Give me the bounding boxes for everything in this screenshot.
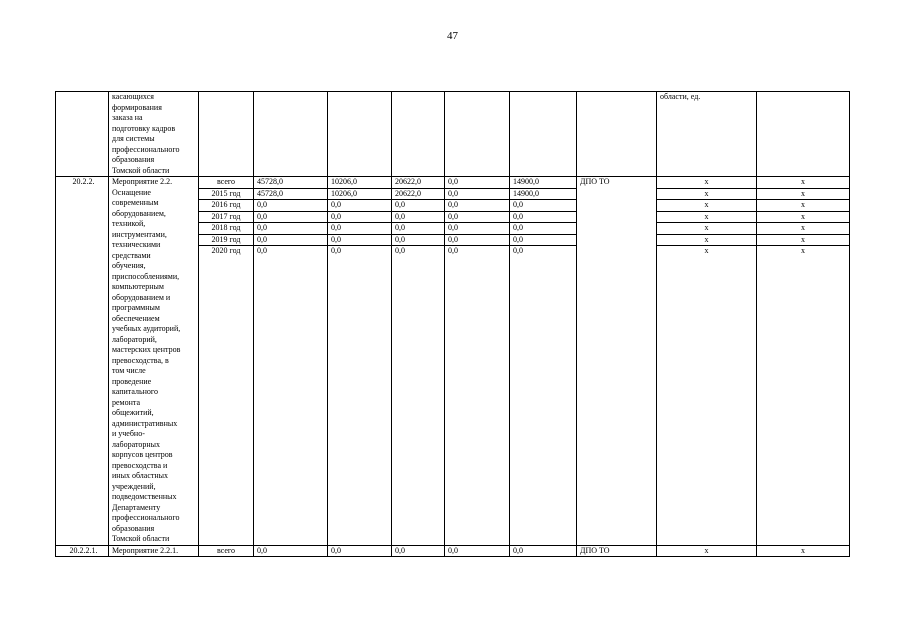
indicator-value2-cell: x <box>757 212 849 224</box>
indicator-value-cell: x <box>704 246 709 255</box>
cell-name: Мероприятие 2.2.1. <box>109 545 199 557</box>
indicator-value-cell: x <box>657 212 756 224</box>
cell-extra: 0,0 <box>510 545 577 557</box>
regional-cell: 0,0 <box>392 212 444 224</box>
name-line: для системы <box>112 134 155 143</box>
name-line: техникой, <box>112 219 146 228</box>
federal-cell: 0,0 <box>328 223 391 235</box>
indicator-value2-cell: x <box>757 177 849 189</box>
name-line: заказа на <box>112 113 143 122</box>
extra-cell: 0,0 <box>510 212 576 224</box>
cell-num: 20.2.2.1. <box>56 545 109 557</box>
federal-cell: 10206,0 <box>328 189 391 201</box>
indicator-value-cell: x <box>657 223 756 235</box>
name-line: обеспечением <box>112 313 160 323</box>
local-cell: 0,0 <box>445 212 509 224</box>
regional-cell: 0,0 <box>392 200 444 212</box>
name-line: общежитий, <box>112 408 154 417</box>
cell-num-empty <box>56 92 109 177</box>
year-cell: 2015 год <box>199 189 253 201</box>
name-line: Департаменту <box>112 502 161 512</box>
page-number: 47 <box>447 30 458 42</box>
cell-years <box>199 177 254 546</box>
name-line: программным <box>112 303 160 312</box>
name-line: Томской области <box>112 534 170 543</box>
name-line: Томской области <box>112 165 170 175</box>
regional-cell: 0,0 <box>392 223 444 235</box>
cell-executor: ДПО ТО <box>577 545 657 557</box>
cell-ind-value2: x <box>757 545 850 557</box>
total-cell: 45728,0 <box>254 189 327 201</box>
table-row-continuation <box>56 92 850 177</box>
name-line: оборудованием и <box>112 292 171 302</box>
name-line: мастерских центров <box>112 345 181 354</box>
regional-cell: 0,0 <box>395 246 405 255</box>
name-line: административных <box>112 418 178 428</box>
year-cell: 2017 год <box>199 212 253 224</box>
year-cell: 2020 год <box>211 246 241 255</box>
indicator-value-cell: x <box>657 177 756 189</box>
federal-cell: 0,0 <box>328 235 391 247</box>
cell-total: 0,0 <box>254 545 328 557</box>
name-line: Мероприятие 2.2. <box>112 177 173 186</box>
name-line: лабораторных <box>112 439 161 449</box>
total-cell: 0,0 <box>254 235 327 247</box>
name-line: техническими <box>112 240 161 249</box>
name-line: касающихся <box>112 92 154 101</box>
table-row-20-2-2-1 <box>56 545 850 557</box>
name-lines <box>112 92 198 176</box>
name-line: учреждений, <box>112 481 156 491</box>
name-line: современным <box>112 198 159 207</box>
indicator-value-cell: x <box>657 189 756 201</box>
cell-local <box>445 177 510 546</box>
name-line: ремонта <box>112 397 141 407</box>
name-line: Оснащение <box>112 187 151 197</box>
cell-name <box>109 177 199 546</box>
cell-name-continuation <box>109 92 199 177</box>
name-line: проведение <box>112 376 152 386</box>
name-line: учебных аудиторий, <box>112 324 181 333</box>
regional-cell: 20622,0 <box>392 189 444 201</box>
extra-cell: 0,0 <box>513 246 523 255</box>
name-line: профессионального <box>112 513 180 522</box>
extra-cell: 0,0 <box>510 223 576 235</box>
extra-cell: 14900,0 <box>510 189 576 201</box>
year-cell: 2016 год <box>199 200 253 212</box>
name-line: образования <box>112 155 155 164</box>
cell-executor: ДПО ТО <box>577 177 657 546</box>
year-cell: 2019 год <box>199 235 253 247</box>
cell-indicator: области, ед. <box>657 92 757 177</box>
name-line: превосходства и <box>112 460 168 470</box>
name-line: обучения, <box>112 261 146 270</box>
table-row-20-2-2 <box>56 177 850 546</box>
name-line: лабораторий, <box>112 334 157 344</box>
name-line: превосходства, в <box>112 355 169 365</box>
cell-num: 20.2.2. <box>56 177 109 546</box>
total-cell: 45728,0 <box>254 177 327 189</box>
cell-ind-value2 <box>757 177 850 546</box>
local-cell: 0,0 <box>445 189 509 201</box>
indicator-value-cell: x <box>657 235 756 247</box>
cell-ind-value <box>657 177 757 546</box>
name-lines <box>112 177 198 545</box>
local-cell: 0,0 <box>445 200 509 212</box>
cell-federal: 0,0 <box>328 545 392 557</box>
name-line: формирования <box>112 102 162 112</box>
year-cell: всего <box>199 177 253 189</box>
cell-regional: 0,0 <box>392 545 445 557</box>
local-cell: 0,0 <box>445 177 509 189</box>
cell-local: 0,0 <box>445 545 510 557</box>
regional-cell: 20622,0 <box>392 177 444 189</box>
indicator-value2-cell: x <box>757 223 849 235</box>
indicator-value2-cell: x <box>801 246 805 255</box>
extra-cell: 14900,0 <box>510 177 576 189</box>
federal-cell: 10206,0 <box>328 177 391 189</box>
total-cell: 0,0 <box>257 246 267 255</box>
name-line: средствами <box>112 250 151 260</box>
federal-cell: 0,0 <box>328 200 391 212</box>
name-line: подготовку кадров <box>112 123 176 133</box>
cell-year: всего <box>199 545 254 557</box>
indicator-value2-cell: x <box>757 235 849 247</box>
extra-cell: 0,0 <box>510 200 576 212</box>
indicator-value-cell: x <box>657 200 756 212</box>
extra-cell: 0,0 <box>510 235 576 247</box>
name-line: профессионального <box>112 144 180 154</box>
name-line: том числе <box>112 366 146 375</box>
federal-cell: 0,0 <box>331 246 341 255</box>
cell-total <box>254 177 328 546</box>
cell-extra <box>510 177 577 546</box>
federal-cell: 0,0 <box>328 212 391 224</box>
name-line: подведомственных <box>112 492 177 501</box>
program-table <box>55 91 850 557</box>
name-line: и учебно- <box>112 429 145 438</box>
indicator-value2-cell: x <box>757 200 849 212</box>
year-cell: 2018 год <box>199 223 253 235</box>
name-line: оборудованием, <box>112 208 166 218</box>
total-cell: 0,0 <box>254 212 327 224</box>
name-line: приспособлениями, <box>112 271 180 281</box>
total-cell: 0,0 <box>254 200 327 212</box>
cell-federal <box>328 177 392 546</box>
local-cell: 0,0 <box>445 235 509 247</box>
name-line: компьютерным <box>112 282 164 291</box>
regional-cell: 0,0 <box>392 235 444 247</box>
cell-regional <box>392 177 445 546</box>
local-cell: 0,0 <box>448 246 458 255</box>
local-cell: 0,0 <box>445 223 509 235</box>
indicator-value2-cell: x <box>757 189 849 201</box>
name-line: инструментами, <box>112 229 167 239</box>
cell-ind-value: x <box>657 545 757 557</box>
name-line: иных областных <box>112 471 169 480</box>
name-line: корпусов центров <box>112 450 173 459</box>
name-line: капитального <box>112 387 158 396</box>
total-cell: 0,0 <box>254 223 327 235</box>
name-line: образования <box>112 523 155 533</box>
